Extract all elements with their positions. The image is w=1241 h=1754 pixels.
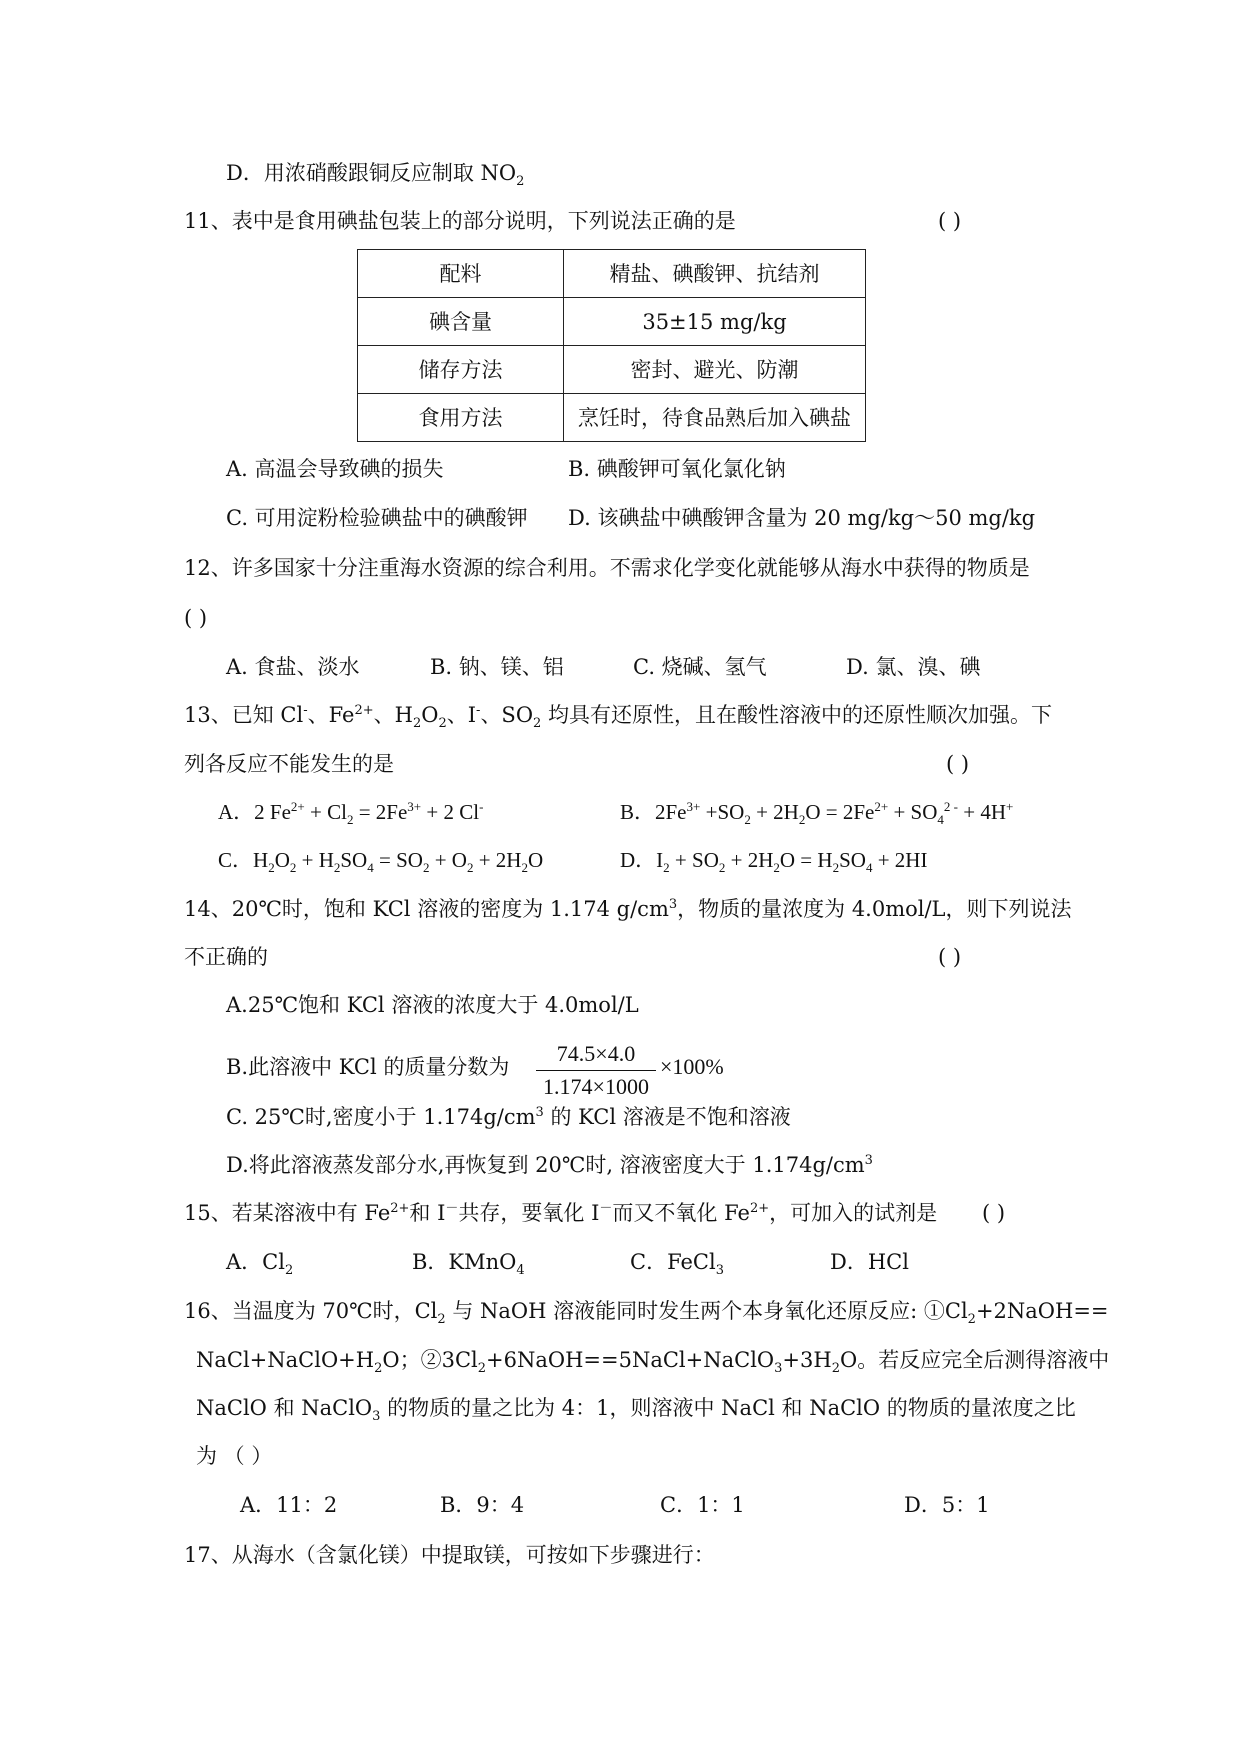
q15-stem: 15、若某溶液中有 $Fe^{2+}$和 I－共存，要氧化 I－而又不氧化 $Fe^{2+}$，可加入的试剂是 <box>184 1201 938 1225</box>
iodized-salt-table <box>357 249 866 442</box>
q16-option-d: D．5：1 <box>904 1493 990 1517</box>
table-row <box>358 346 866 394</box>
q16-option-c: C．1：1 <box>660 1493 745 1517</box>
q14-answer-blank: ( ) <box>938 945 962 969</box>
q14-stem: 14、20℃时，饱和 KCl 溶液的密度为 1.174 $g/cm^3$，物质的量浓度为 4.0mol/L，则下列说法 <box>184 897 1072 921</box>
table-cell-value: 烹饪时，待食品熟后加入碘盐 <box>564 394 866 442</box>
q11-answer-blank: ( ) <box>938 209 962 233</box>
q11-option-c: C. 可用淀粉检验碘盐中的碘酸钾 <box>226 506 528 530</box>
table-row <box>358 298 866 346</box>
q12-option-d: D. 氯、溴、碘 <box>846 655 981 679</box>
q16-option-a: A．11：2 <box>240 1493 338 1517</box>
q13-option-c: C．$H_2O_2 + H_2SO_4 = SO_2 + O_2 + 2H_2O$ <box>218 848 544 876</box>
q12-option-c: C. 烧碱、氢气 <box>633 655 767 679</box>
table-cell-key: 碘含量 <box>358 298 564 346</box>
q14-option-d: D.将此溶液蒸发部分水,再恢复到 20℃时, 溶液密度大于 $1.174g/cm^3$ <box>226 1153 873 1177</box>
q10-option-d: D．用浓硝酸跟铜反应制取 $NO_2$ <box>226 161 525 190</box>
q16-stem-line1: 16、当温度为 70℃时，$Cl_2$ 与 NaOH 溶液能同时发生两个本身氧化还原反应: $①Cl_2+2NaOH==$ <box>184 1299 1109 1328</box>
table-cell-key: 储存方法 <box>358 346 564 394</box>
q11-option-b: B. 碘酸钾可氧化氯化钠 <box>568 457 786 481</box>
table-cell-key: 配料 <box>358 250 564 298</box>
q16-stem-line3: NaClO 和 NaClO$_3$ 的物质的量之比为 4：1，则溶液中 NaCl 和 NaClO 的物质的量浓度之比 <box>196 1396 1076 1425</box>
q12-stem: 12、许多国家十分注重海水资源的综合利用。不需求化学变化就能够从海水中获得的物质是 <box>184 556 1030 580</box>
q16-stem-line2: $NaCl+NaClO+H_2O$；$②3Cl_2+6NaOH==5NaCl+NaClO_3+3H_2O$。若反应完全后测得溶液中 <box>196 1348 1110 1377</box>
formula-suffix: ×100% <box>660 1054 724 1079</box>
mass-fraction-formula <box>536 1040 656 1101</box>
q12-option-b: B. 钠、镁、铝 <box>430 655 564 679</box>
q12-option-a: A. 食盐、淡水 <box>226 655 360 679</box>
q12-answer-blank: ( ) <box>184 606 208 630</box>
q11-stem: 11、表中是食用碘盐包装上的部分说明，下列说法正确的是 <box>184 209 736 233</box>
q15-answer-blank: ( ) <box>982 1201 1006 1225</box>
table-row <box>358 250 866 298</box>
q13-option-b: B．$2Fe^{3+} +SO_2 + 2H_2O = 2Fe^{2+} + SO_4^{2 -} + 4H^+$ <box>620 799 1014 828</box>
q14-option-c: C. 25℃时,密度小于 $1.174g/cm^3$ 的 KCl 溶液是不饱和溶液 <box>226 1105 791 1129</box>
q14-stem-line2: 不正确的 <box>184 945 268 969</box>
table-cell-value: 精盐、碘酸钾、抗结剂 <box>564 250 866 298</box>
q13-option-d: D．$I_2 + SO_2 + 2H_2O = H_2SO_4 + 2HI$ <box>620 848 928 876</box>
q11-option-a: A. 高温会导致碘的损失 <box>226 457 444 481</box>
q15-option-c: C．FeCl$_3$ <box>630 1250 724 1279</box>
q13-option-a: A．2 $Fe^{2+} + Cl_2 = 2Fe^{3+} + 2$ Cl- <box>218 799 484 828</box>
q15-option-d: D．HCl <box>830 1250 909 1274</box>
table-row <box>358 394 866 442</box>
table-cell-key: 食用方法 <box>358 394 564 442</box>
q13-answer-blank: ( ) <box>946 752 970 776</box>
formula-numerator: 74.5×4.0 <box>556 1041 636 1066</box>
q16-stem-line4: 为 （ ） <box>196 1444 273 1468</box>
formula-denominator: 1.174×1000 <box>543 1074 649 1099</box>
q13-stem: 13、已知 Cl-、$Fe^{2+}$、$H_2O_2$、I-、$SO_2$ 均具有还原性，且在酸性溶液中的还原性顺次加强。下 <box>184 703 1053 732</box>
fraction-bar <box>536 1070 656 1071</box>
q16-option-b: B．9：4 <box>440 1493 525 1517</box>
table-cell-value: 35±15 mg/kg <box>564 298 866 346</box>
q15-option-a: A．$Cl_2$ <box>226 1250 294 1279</box>
q14-option-a: A.25℃饱和 KCl 溶液的浓度大于 4.0mol/L <box>226 993 639 1017</box>
q11-option-d: D. 该碘盐中碘酸钾含量为 20 mg/kg～50 mg/kg <box>568 506 1036 530</box>
q13-stem-line2: 列各反应不能发生的是 <box>184 752 394 776</box>
q15-option-b: B．KMnO$_4$ <box>412 1250 525 1279</box>
table-cell-value: 密封、避光、防潮 <box>564 346 866 394</box>
q14-option-b-prefix: B.此溶液中 KCl 的质量分数为 <box>226 1055 510 1079</box>
q17-stem: 17、从海水（含氯化镁）中提取镁，可按如下步骤进行： <box>184 1543 715 1567</box>
